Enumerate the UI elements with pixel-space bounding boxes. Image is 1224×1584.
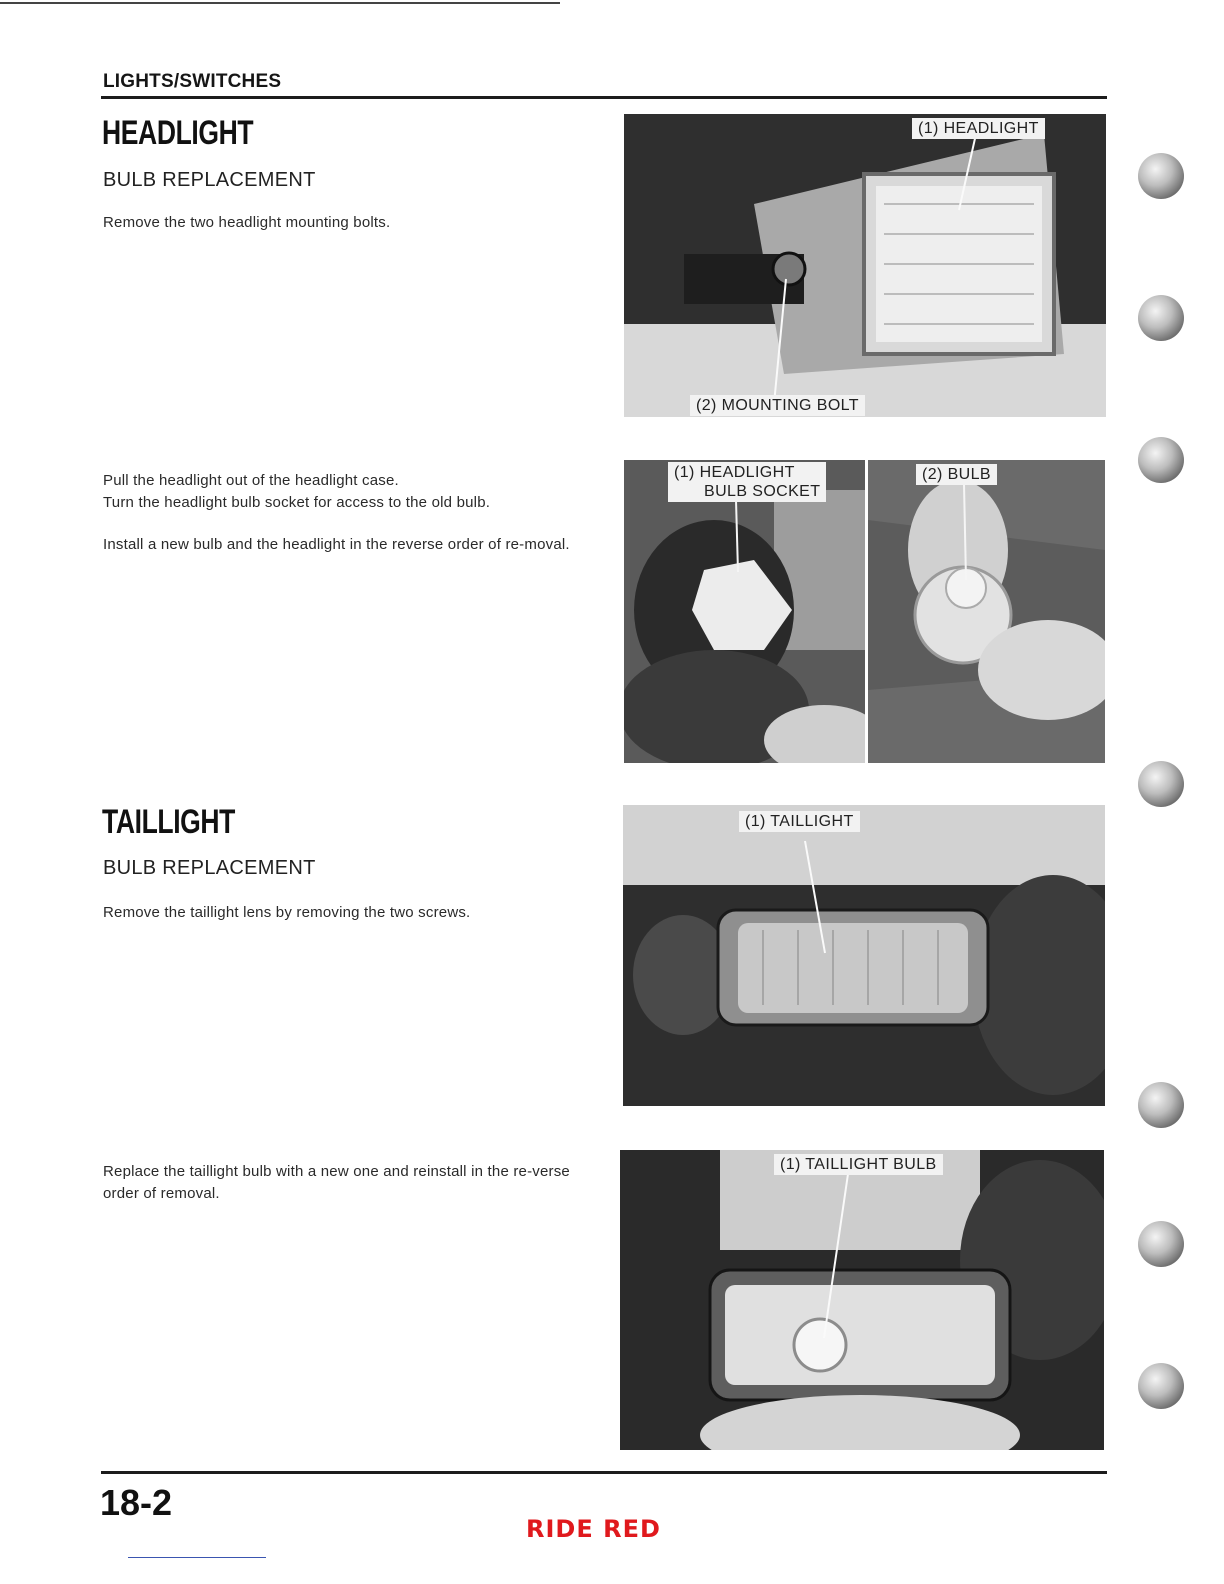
- section-label: LIGHTS/SWITCHES: [103, 71, 282, 92]
- callout-headlight: (1) HEADLIGHT: [912, 118, 1045, 139]
- step-text: Remove the taillight lens by removing the two screws.: [103, 904, 471, 921]
- headlight-step-1: [103, 212, 608, 254]
- taillight-heading: TAILLIGHT: [102, 803, 235, 841]
- section-tab: [1138, 437, 1184, 483]
- callout-line-2: BULB SOCKET: [704, 483, 821, 500]
- section-tab: [1138, 153, 1184, 199]
- scan-bottom-line: [128, 1557, 266, 1558]
- scan-top-line: [0, 2, 560, 4]
- section-tab: [1138, 295, 1184, 341]
- photo-taillight: [623, 805, 1105, 1106]
- step-text: Replace the taillight bulb with a new one and reinstall in the re-verse order of removal.: [103, 1163, 570, 1202]
- callout-taillight-bulb: (1) TAILLIGHT BULB: [774, 1154, 943, 1175]
- step-text: Install a new bulb and the headlight in the reverse order of re-moval.: [103, 536, 570, 553]
- callout-bulb: (2) BULB: [916, 464, 997, 485]
- section-tab: [1138, 761, 1184, 807]
- callout-taillight: (1) TAILLIGHT: [739, 811, 860, 832]
- photo-headlight-bulb-socket: [624, 460, 865, 763]
- photo-headlight-mounting: [624, 114, 1106, 417]
- callout-mounting-bolt: (2) MOUNTING BOLT: [690, 395, 865, 416]
- headlight-steps-2-3: [103, 470, 608, 576]
- photo-bulb-art: [868, 460, 1105, 763]
- photo-taillight-art: [623, 805, 1105, 1106]
- section-tab: [1138, 1082, 1184, 1128]
- photo-bulb-socket-art: [624, 460, 865, 763]
- headlight-heading: HEADLIGHT: [102, 114, 254, 152]
- photo-headlight-bulb: [868, 460, 1105, 763]
- page-number: 18-2: [100, 1482, 173, 1523]
- step-text: Turn the headlight bulb socket for access to the old bulb.: [103, 494, 491, 511]
- section-tab: [1138, 1363, 1184, 1409]
- header-rule: [101, 96, 1107, 99]
- step-text: Pull the headlight out of the headlight case.: [103, 472, 399, 489]
- photo-taillight-bulb-art: [620, 1150, 1104, 1450]
- taillight-step-2: [103, 1161, 603, 1225]
- callout-headlight-bulb-socket: [668, 462, 826, 502]
- photo-headlight-mounting-art: [624, 114, 1106, 417]
- taillight-step-1: [103, 902, 608, 944]
- step-text: Remove the two headlight mounting bolts.: [103, 214, 391, 231]
- taillight-subheading: BULB REPLACEMENT: [103, 857, 316, 879]
- callout-line-1: (1) HEADLIGHT: [674, 464, 795, 481]
- section-tab: [1138, 1221, 1184, 1267]
- headlight-subheading: BULB REPLACEMENT: [103, 169, 316, 191]
- footer-rule: [101, 1471, 1107, 1474]
- photo-taillight-bulb: [620, 1150, 1104, 1450]
- brand-watermark: RIDE RED: [526, 1515, 661, 1543]
